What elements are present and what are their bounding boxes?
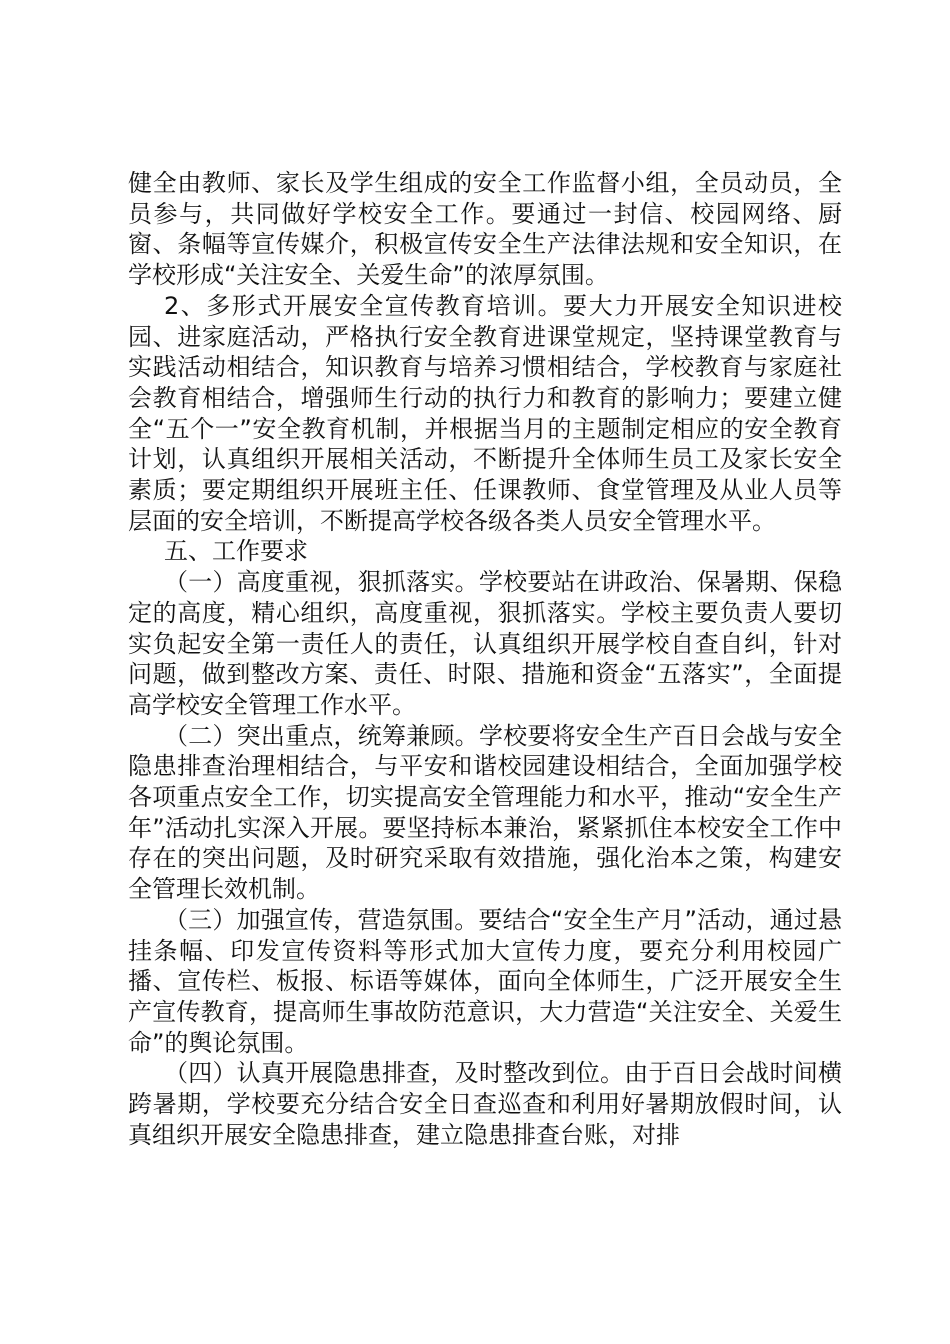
paragraph-5: （二）突出重点，统筹兼顾。学校要将安全生产百日会战与安全隐患排查治理相结合，与平安和谐校园建设相结合，全面加强学校各项重点安全工作，切实提高安全管理能力和水平，推动“安全生产年”活动扎实深入开展。要坚持标本兼治，紧紧抓住本校安全工作中存在的突出问题，及时研究采取有效措施，强化治本之策，构建安全管理长效机制。 <box>128 721 842 904</box>
paragraph-6: （三）加强宣传，营造氛围。要结合“安全生产月”活动，通过悬挂条幅、印发宣传资料等形式加大宣传力度，要充分利用校园广播、宣传栏、板报、标语等媒体，面向全体师生，广泛开展安全生产宣传教育，提高师生事故防范意识，大力营造“关注安全、关爱生命”的舆论氛围。 <box>128 905 842 1057</box>
section-heading: 五、工作要求 <box>164 537 308 566</box>
document-body <box>128 168 842 1151</box>
paragraph-1: 健全由教师、家长及学生组成的安全工作监督小组，全员动员，全员参与，共同做好学校安全工作。要通过一封信、校园网络、厨窗、条幅等宣传媒介，积极宣传安全生产法律法规和安全知识，在学校形成“关注安全、关爱生命”的浓厚氛围。 <box>128 169 842 290</box>
paragraph-2: 2、多形式开展安全宣传教育培训。要大力开展安全知识进校园、进家庭活动，严格执行安全教育进课堂规定，坚持课堂教育与实践活动相结合，知识教育与培养习惯相结合，学校教育与家庭社会教育相结合，增强师生行动的执行力和教育的影响力；要建立健全“五个一”安全教育机制，并根据当月的主题制定相应的安全教育计划，认真组织开展相关活动，不断提升全体师生员工及家长安全素质；要定期组织开展班主任、任课教师、食堂管理及从业人员等层面的安全培训，不断提高学校各级各类人员安全管理水平。 <box>128 291 842 535</box>
paragraph-4: （一）高度重视，狠抓落实。学校要站在讲政治、保暑期、保稳定的高度，精心组织，高度重视，狠抓落实。学校主要负责人要切实负起安全第一责任人的责任，认真组织开展学校自查自纠，针对问题，做到整改方案、责任、时限、措施和资金“五落实”，全面提高学校安全管理工作水平。 <box>128 568 842 719</box>
paragraph-7: （四）认真开展隐患排查，及时整改到位。由于百日会战时间横跨暑期，学校要充分结合安全日查巡查和利用好暑期放假时间，认真组织开展安全隐患排查，建立隐患排查台账，对排 <box>128 1059 842 1149</box>
